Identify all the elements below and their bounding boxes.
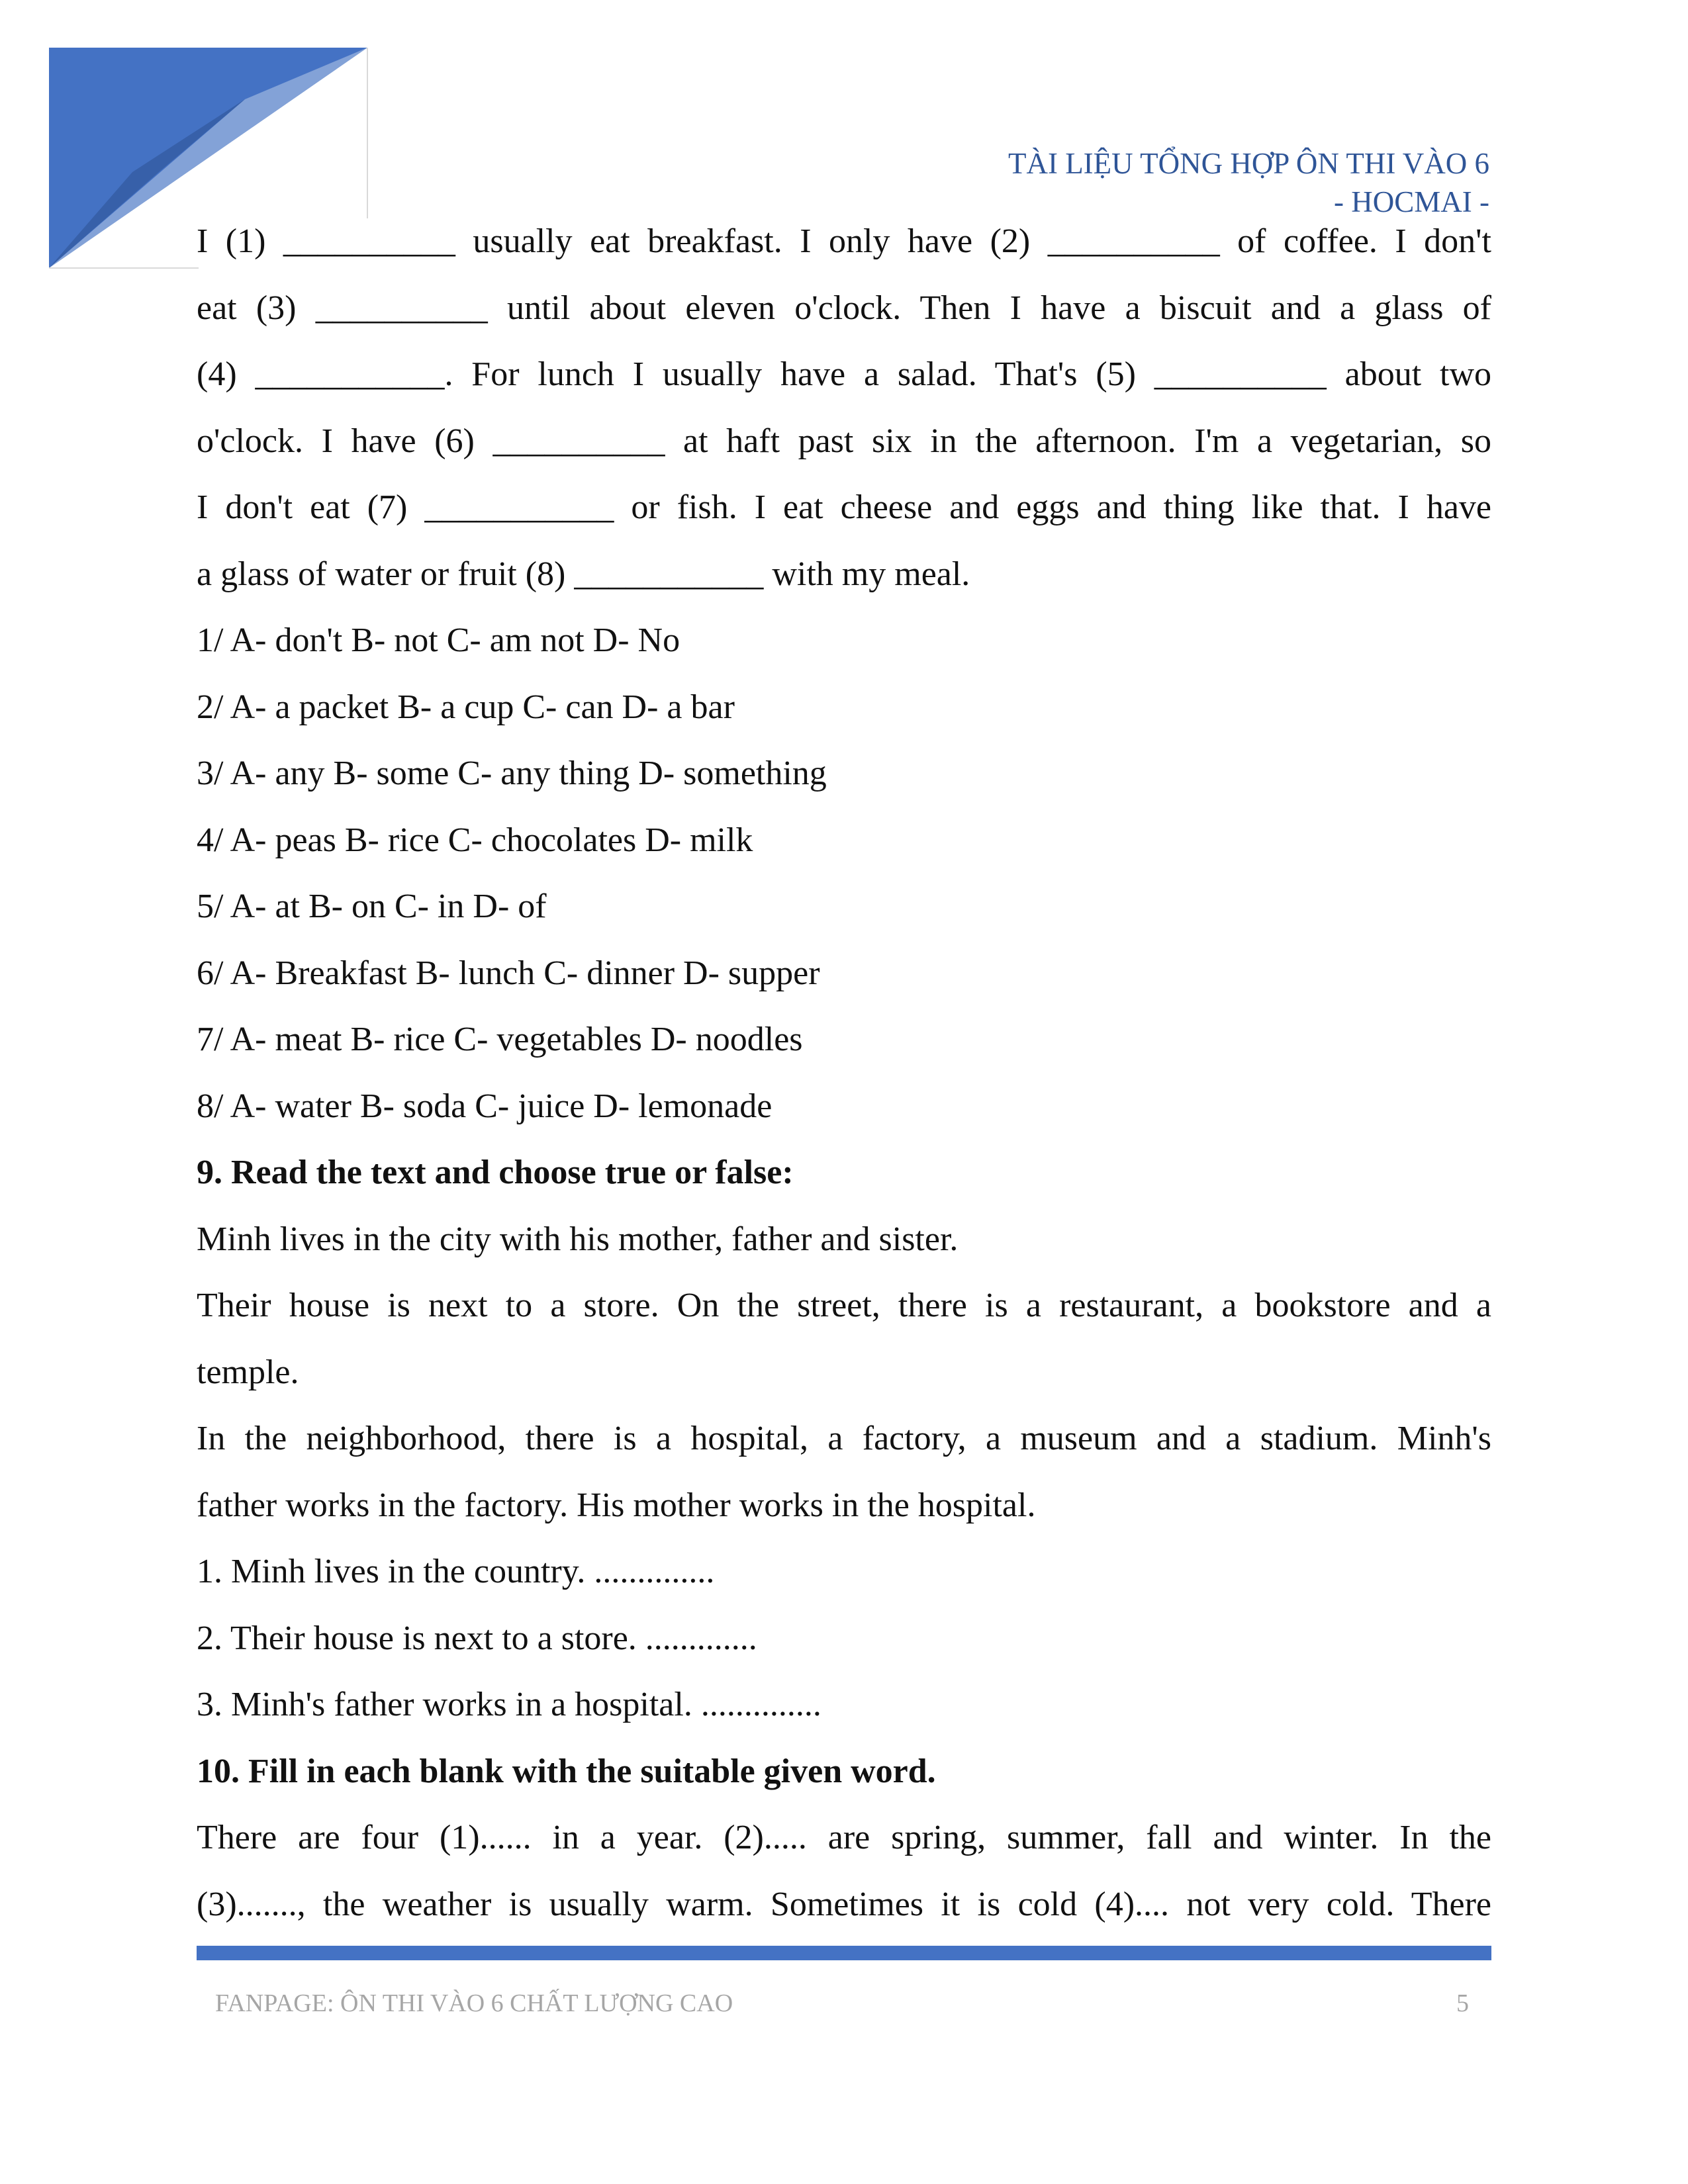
section10-heading: 10. Fill in each blank with the suitable given word. bbox=[197, 1752, 936, 1790]
passage-line: o'clock. I have (6) __________ at haft past six in the afternoon. I'm a vegetarian, so bbox=[197, 422, 1491, 460]
passage-line: (4) ___________. For lunch I usually have a salad. That's (5) __________ about two bbox=[197, 355, 1491, 393]
passage-line: I (1) __________ usually eat breakfast. I only have (2) __________ of coffee. I don't bbox=[197, 222, 1491, 260]
section9-heading: 9. Read the text and choose true or false: bbox=[197, 1154, 794, 1191]
option-line: 5/ A- at B- on C- in D- of bbox=[197, 887, 547, 925]
statement-line: 3. Minh's father works in a hospital. .............. bbox=[197, 1686, 821, 1723]
option-line: 2/ A- a packet B- a cup C- can D- a bar bbox=[197, 688, 735, 726]
section9-text-line: father works in the factory. His mother works in the hospital. bbox=[197, 1486, 1036, 1524]
option-line: 3/ A- any B- some C- any thing D- something bbox=[197, 754, 827, 792]
option-line: 7/ A- meat B- rice C- vegetables D- noodles bbox=[197, 1021, 803, 1058]
page-number: 5 bbox=[1456, 1989, 1469, 2017]
passage-line: eat (3) __________ until about eleven o'clock. Then I have a biscuit and a glass of bbox=[197, 289, 1491, 327]
section9-text-line: Their house is next to a store. On the street, there is a restaurant, a bookstore and a bbox=[197, 1287, 1491, 1324]
option-line: 4/ A- peas B- rice C- chocolates D- milk bbox=[197, 821, 753, 859]
statement-line: 2. Their house is next to a store. ............. bbox=[197, 1619, 757, 1657]
document-body bbox=[197, 208, 1491, 1938]
option-line: 8/ A- water B- soda C- juice D- lemonade bbox=[197, 1087, 773, 1125]
footer-rule bbox=[197, 1946, 1491, 1960]
passage-line: a glass of water or fruit (8) ___________ with my meal. bbox=[197, 555, 970, 593]
header-subtitle: - HOCMAI - bbox=[1334, 185, 1489, 218]
section9-text-line: temple. bbox=[197, 1353, 299, 1391]
header-title: TÀI LIỆU TỔNG HỢP ÔN THI VÀO 6 bbox=[1008, 147, 1489, 180]
section9-text-line: In the neighborhood, there is a hospital, a factory, a museum and a stadium. Minh's bbox=[197, 1420, 1491, 1457]
passage-line: I don't eat (7) ___________ or fish. I eat cheese and eggs and thing like that. I have bbox=[197, 488, 1491, 526]
option-line: 1/ A- don't B- not C- am not D- No bbox=[197, 621, 680, 659]
section10-text-line: (3)......., the weather is usually warm. Sometimes it is cold (4).... not very cold. There bbox=[197, 1885, 1491, 1923]
footer-fanpage: FANPAGE: ÔN THI VÀO 6 CHẤT LƯỢNG CAO bbox=[215, 1989, 733, 2017]
statement-line: 1. Minh lives in the country. .............. bbox=[197, 1553, 715, 1590]
option-line: 6/ A- Breakfast B- lunch C- dinner D- supper bbox=[197, 954, 820, 992]
section10-text-line: There are four (1)...... in a year. (2)..... are spring, summer, fall and winter. In the bbox=[197, 1819, 1491, 1856]
section9-text-line: Minh lives in the city with his mother, father and sister. bbox=[197, 1220, 959, 1258]
